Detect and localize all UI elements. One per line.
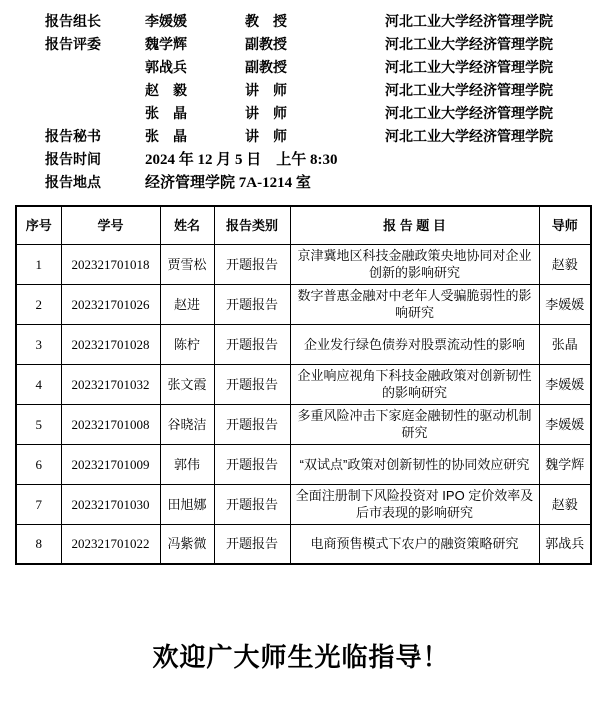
- cell-advisor: 李媛媛: [539, 284, 591, 324]
- person-org: 河北工业大学经济管理学院: [385, 127, 553, 144]
- cell-topic: 京津冀地区科技金融政策央地协同对企业创新的影响研究: [290, 244, 539, 284]
- cell-name: 陈柠: [160, 324, 214, 364]
- report-info: [0, 0, 602, 193]
- cell-student-id: 202321701018: [61, 244, 160, 284]
- info-row: [45, 170, 602, 193]
- cell-name: 田旭娜: [160, 484, 214, 524]
- info-label: 报告秘书: [45, 127, 101, 144]
- person-name: 张 晶: [145, 104, 187, 121]
- cell-advisor: 张晶: [539, 324, 591, 364]
- cell-student-id: 202321701032: [61, 364, 160, 404]
- cell-student-id: 202321701028: [61, 324, 160, 364]
- info-row: [45, 124, 602, 147]
- cell-advisor: 李媛媛: [539, 364, 591, 404]
- cell-advisor: 李媛媛: [539, 404, 591, 444]
- person-name: 李媛媛: [145, 12, 187, 29]
- person-title: 副教授: [245, 35, 287, 52]
- cell-name: 冯紫微: [160, 524, 214, 564]
- cell-topic: 电商预售模式下农户的融资策略研究: [290, 524, 539, 564]
- column-header: 序号: [16, 206, 61, 244]
- person-name: 赵 毅: [145, 81, 187, 98]
- person-org: 河北工业大学经济管理学院: [385, 35, 553, 52]
- cell-no: 2: [16, 284, 61, 324]
- column-header: 报告类别: [214, 206, 290, 244]
- cell-name: 郭伟: [160, 444, 214, 484]
- cell-topic: “双试点”政策对创新韧性的协同效应研究: [290, 444, 539, 484]
- info-row: [45, 32, 602, 55]
- info-row: [45, 147, 602, 170]
- person-title: 讲 师: [245, 104, 287, 121]
- column-header: 导师: [539, 206, 591, 244]
- cell-topic: 多重风险冲击下家庭金融韧性的驱动机制研究: [290, 404, 539, 444]
- cell-type: 开题报告: [214, 364, 290, 404]
- cell-student-id: 202321701030: [61, 484, 160, 524]
- cell-student-id: 202321701008: [61, 404, 160, 444]
- person-name: 魏学辉: [145, 35, 187, 52]
- cell-topic: 企业响应视角下科技金融政策对创新韧性的影响研究: [290, 364, 539, 404]
- cell-no: 3: [16, 324, 61, 364]
- person-title: 讲 师: [245, 81, 287, 98]
- cell-no: 8: [16, 524, 61, 564]
- cell-advisor: 郭战兵: [539, 524, 591, 564]
- column-header: 姓名: [160, 206, 214, 244]
- cell-type: 开题报告: [214, 324, 290, 364]
- cell-no: 6: [16, 444, 61, 484]
- cell-type: 开题报告: [214, 444, 290, 484]
- info-row: [45, 101, 602, 124]
- info-label: 报告地点: [45, 173, 101, 190]
- column-header: 报 告 题 目: [290, 206, 539, 244]
- cell-advisor: 赵毅: [539, 244, 591, 284]
- person-org: 河北工业大学经济管理学院: [385, 58, 553, 75]
- cell-student-id: 202321701026: [61, 284, 160, 324]
- cell-advisor: 赵毅: [539, 484, 591, 524]
- cell-topic: 数字普惠金融对中老年人受骗脆弱性的影响研究: [290, 284, 539, 324]
- table-row: [16, 284, 591, 324]
- info-label: 报告时间: [45, 150, 101, 167]
- cell-type: 开题报告: [214, 284, 290, 324]
- person-title: 教 授: [245, 12, 287, 29]
- table-header-row: [16, 206, 591, 244]
- table-row: [16, 404, 591, 444]
- cell-type: 开题报告: [214, 244, 290, 284]
- info-label: 报告组长: [45, 12, 101, 29]
- cell-topic: 企业发行绿色债券对股票流动性的影响: [290, 324, 539, 364]
- cell-advisor: 魏学辉: [539, 444, 591, 484]
- cell-no: 5: [16, 404, 61, 444]
- info-row: [45, 55, 602, 78]
- table-row: [16, 484, 591, 524]
- info-value: 经济管理学院 7A-1214 室: [145, 175, 311, 191]
- table-row: [16, 324, 591, 364]
- cell-no: 1: [16, 244, 61, 284]
- cell-name: 赵进: [160, 284, 214, 324]
- info-row: [45, 78, 602, 101]
- welcome-message: 欢迎广大师生光临指导！: [152, 643, 450, 672]
- cell-type: 开题报告: [214, 484, 290, 524]
- info-value: 2024 年 12 月 5 日 上午 8:30: [145, 152, 338, 168]
- person-name: 郭战兵: [145, 58, 187, 75]
- person-org: 河北工业大学经济管理学院: [385, 81, 553, 98]
- cell-name: 贾雪松: [160, 244, 214, 284]
- cell-no: 4: [16, 364, 61, 404]
- cell-type: 开题报告: [214, 404, 290, 444]
- cell-name: 谷晓洁: [160, 404, 214, 444]
- column-header: 学号: [61, 206, 160, 244]
- cell-student-id: 202321701022: [61, 524, 160, 564]
- person-org: 河北工业大学经济管理学院: [385, 104, 553, 121]
- table-row: [16, 444, 591, 484]
- cell-topic: 全面注册制下风险投资对 IPO 定价效率及后市表现的影响研究: [290, 484, 539, 524]
- person-name: 张 晶: [145, 127, 187, 144]
- schedule-table: [15, 205, 592, 565]
- cell-type: 开题报告: [214, 524, 290, 564]
- cell-name: 张文霞: [160, 364, 214, 404]
- cell-student-id: 202321701009: [61, 444, 160, 484]
- person-title: 讲 师: [245, 127, 287, 144]
- table-row: [16, 364, 591, 404]
- table-row: [16, 524, 591, 564]
- cell-no: 7: [16, 484, 61, 524]
- table-row: [16, 244, 591, 284]
- person-org: 河北工业大学经济管理学院: [385, 12, 553, 29]
- info-row: [45, 9, 602, 32]
- info-label: 报告评委: [45, 35, 101, 52]
- person-title: 副教授: [245, 58, 287, 75]
